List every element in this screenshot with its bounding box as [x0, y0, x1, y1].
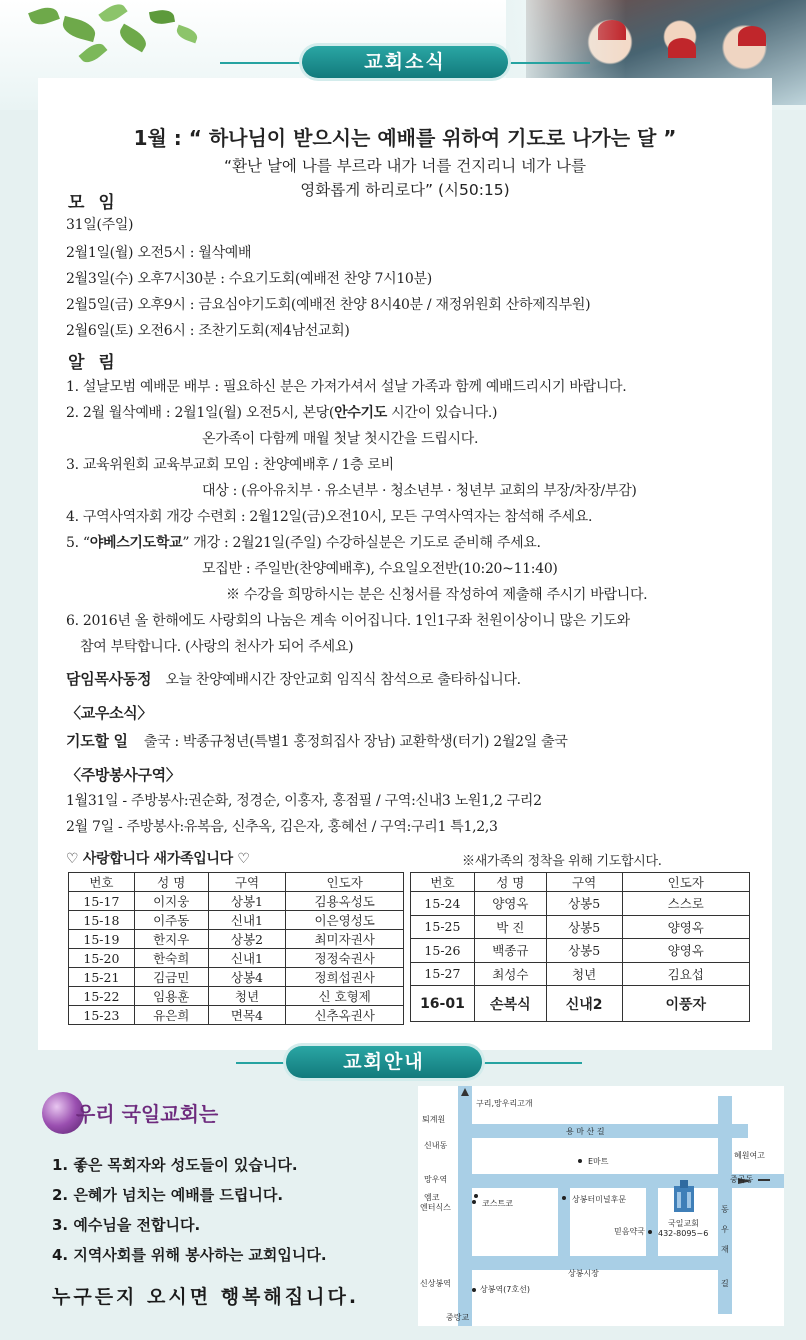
table-row [411, 915, 750, 939]
table-cell: 15-26 [411, 939, 475, 963]
pastor-label: 담임목사동정 [66, 670, 152, 688]
table-cell: 청년 [546, 962, 622, 986]
guide-point: 1. 좋은 목회자와 성도들이 있습니다. [52, 1156, 298, 1174]
table-row [411, 986, 750, 1022]
table-cell: 김요섭 [622, 962, 749, 986]
map-label: 신상봉역 [420, 1279, 451, 1288]
table-cell: 15-20 [69, 949, 135, 968]
table-row [69, 949, 404, 968]
map-label: 중곡동 [730, 1175, 754, 1184]
notice-item: 6. 2016년 올 한해에도 사랑회의 나눔은 계속 이어집니다. 1인1구좌 천원이상이니 많은 기도와 [66, 613, 630, 629]
table-header: 구역 [208, 873, 286, 892]
map-label: 국일교회 [668, 1219, 699, 1228]
notice-text: 5. “ [66, 535, 90, 551]
table-cell: 15-22 [69, 987, 135, 1006]
table-row [69, 892, 404, 911]
table-row [69, 930, 404, 949]
map-label: 신내동 [424, 1141, 448, 1150]
slogan: 누구든지 오시면 행복해집니다. [52, 1286, 360, 1308]
table-cell: 상봉5 [546, 915, 622, 939]
guide-point: 4. 지역사회를 위해 봉사하는 교회입니다. [52, 1246, 327, 1264]
map-label: 길 [721, 1279, 729, 1288]
notice-item: 4. 구역사역자회 개강 수련회 : 2월12일(금)오전10시, 모든 구역사역자는 참석해 주세요. [66, 509, 593, 525]
notice-item: 모집반 : 주일반(찬양예배후), 수요일오전반(10:20~11:40) [202, 561, 558, 577]
table-cell: 15-24 [411, 892, 475, 916]
notices-title: 알 림 [68, 353, 119, 373]
map-label: 퇴계원 [422, 1115, 446, 1124]
map-label: 432-8095~6 [658, 1229, 709, 1238]
map-dot [562, 1196, 566, 1200]
meeting-item: 31일(주일) [66, 217, 134, 233]
meeting-item: 2월1일(월) 오전5시 : 월삭예배 [66, 245, 252, 261]
table-cell: 상봉2 [208, 930, 286, 949]
prayer-text: 출국 : 박종규청년(특별1 홍정희집사 장남) 교환학생(터기) 2월2일 출국 [143, 734, 568, 750]
table-header: 인도자 [622, 873, 749, 892]
table-cell: 신내2 [546, 986, 622, 1022]
table-cell: 최성수 [474, 962, 546, 986]
map-label: 중랑교 [446, 1313, 470, 1322]
table-header: 번호 [69, 873, 135, 892]
map-label: 상봉역(7호선) [480, 1285, 530, 1294]
table-cell: 유은희 [134, 1006, 208, 1025]
map-label: 재 [721, 1245, 729, 1254]
table-cell: 16-01 [411, 986, 475, 1022]
table-row [411, 962, 750, 986]
table-cell: 15-23 [69, 1006, 135, 1025]
table-cell: 신 호형제 [286, 987, 404, 1006]
guide-point: 3. 예수님을 전합니다. [52, 1216, 201, 1234]
notice-text: 2. 2월 월삭예배 : 2월1일(월) 오전5시, 본당( [66, 405, 335, 421]
table-cell: 한지우 [134, 930, 208, 949]
table-cell: 이지웅 [134, 892, 208, 911]
meetings-title: 모 임 [68, 193, 119, 213]
map-label: 혜원여고 [734, 1151, 765, 1160]
notice-item: 대상 : (유아유치부 · 유소년부 · 청소년부 · 청년부 교회의 부장/차장/부감) [202, 483, 637, 499]
table-cell: 이풍자 [622, 986, 749, 1022]
map-label: 엠코 [424, 1193, 440, 1202]
table-cell: 청년 [208, 987, 286, 1006]
table-header: 성 명 [134, 873, 208, 892]
notice-item: 3. 교육위원회 교육부교회 모임 : 찬양예배후 / 1층 로비 [66, 457, 394, 473]
notice-item: ※ 수강을 희망하시는 분은 신청서를 작성하여 제출해 주시기 바랍니다. [226, 587, 648, 603]
table-cell: 양영옥 [622, 939, 749, 963]
map-dot [648, 1230, 652, 1234]
notice-emphasis: 야베스기도학교 [89, 535, 183, 551]
table-cell: 신내1 [208, 949, 286, 968]
month-theme-title: 1월 : “ 하나님이 받으시는 예배를 위하여 기도로 나가는 달 ” [133, 126, 677, 150]
table-cell: 이주동 [134, 911, 208, 930]
map-label: 코스트코 [482, 1199, 513, 1208]
newcomers-note: ※새가족의 정착을 위해 기도합시다. [462, 854, 662, 869]
table-cell: 최미자권사 [286, 930, 404, 949]
table-row [69, 968, 404, 987]
members-news-item [66, 730, 568, 751]
map-dot [472, 1288, 476, 1292]
theme-verse-line1: “환난 날에 나를 부르라 내가 너를 건지리니 네가 나를 [224, 157, 586, 175]
notice-item [66, 402, 497, 422]
meeting-item: 2월6일(토) 오전6시 : 조찬기도회(제4남선교회) [66, 323, 350, 339]
section-title-guide: 교회안내 [286, 1046, 482, 1078]
notice-item: 1. 설날모범 예배문 배부 : 필요하신 분은 가져가셔서 설날 가족과 함께 예배드리시기 바랍니다. [66, 379, 627, 395]
table-cell: 임용훈 [134, 987, 208, 1006]
kitchen-row: 2월 7일 - 주방봉사:유복음, 신추옥, 김은자, 홍혜선 / 구역:구리1 특1,2,3 [66, 819, 498, 835]
table-row [69, 1006, 404, 1025]
location-map [418, 1086, 784, 1326]
table-cell: 스스로 [622, 892, 749, 916]
table-cell: 상봉5 [546, 892, 622, 916]
prayer-label: 기도할 일 [66, 732, 128, 750]
table-row [411, 892, 750, 916]
kitchen-title: 〈주방봉사구역〉 [66, 766, 181, 784]
notice-item [66, 532, 541, 552]
table-cell: 상봉1 [208, 892, 286, 911]
table-cell: 김용옥성도 [286, 892, 404, 911]
table-cell: 김금민 [134, 968, 208, 987]
table-header: 번호 [411, 873, 475, 892]
table-header: 인도자 [286, 873, 404, 892]
map-drawing [418, 1086, 784, 1326]
church-title: 우리 국일교회는 [76, 1102, 219, 1126]
map-label: 상봉시장 [568, 1269, 599, 1278]
map-label: 상봉터미널후문 [572, 1195, 627, 1204]
map-dot [474, 1194, 478, 1198]
meeting-item: 2월5일(금) 오후9시 : 금요심야기도회(예배전 찬양 8시40분 / 재정위원회 산하제직부원) [66, 297, 591, 313]
map-dot [578, 1159, 582, 1163]
map-label: 구리,망우리고개 [476, 1099, 533, 1108]
newcomer-table-left [68, 872, 404, 1025]
table-row [69, 911, 404, 930]
newcomer-table-right [410, 872, 750, 1022]
table-cell: 상봉4 [208, 968, 286, 987]
map-label: 믿음약국 [614, 1227, 645, 1236]
map-label: 엔터식스 [420, 1203, 451, 1212]
table-cell: 신내1 [208, 911, 286, 930]
map-label: 용 마 산 길 [566, 1127, 605, 1136]
table-cell: 양영옥 [474, 892, 546, 916]
table-cell: 이은영성도 [286, 911, 404, 930]
table-cell: 양영옥 [622, 915, 749, 939]
table-cell: 정정숙권사 [286, 949, 404, 968]
table-cell: 손복식 [474, 986, 546, 1022]
table-cell: 박 진 [474, 915, 546, 939]
table-cell: 15-18 [69, 911, 135, 930]
pastor-text: 오늘 찬양예배시간 장안교회 임직식 참석으로 출타하십니다. [165, 672, 521, 688]
section-title-news: 교회소식 [302, 46, 508, 78]
table-cell: 한숙희 [134, 949, 208, 968]
notice-item: 온가족이 다함께 매월 첫날 첫시간을 드립시다. [202, 431, 479, 447]
members-news-title: 〈교우소식〉 [66, 704, 153, 722]
table-row [411, 939, 750, 963]
kitchen-row: 1월31일 - 주방봉사:권순화, 정경순, 이홍자, 홍점필 / 구역:신내3 노원1,2 구리2 [66, 793, 542, 809]
arrow-right-icon [758, 1179, 770, 1181]
table-cell: 15-27 [411, 962, 475, 986]
table-cell: 15-21 [69, 968, 135, 987]
table-header: 구역 [546, 873, 622, 892]
pastor-news [66, 668, 521, 689]
newcomers-title: ♡ 사랑합니다 새가족입니다 ♡ [66, 851, 250, 867]
notice-item: 참여 부탁합니다. (사랑의 천사가 되어 주세요) [80, 639, 354, 655]
map-label: 우 [721, 1225, 729, 1234]
table-row [69, 987, 404, 1006]
table-cell: 15-19 [69, 930, 135, 949]
table-cell: 상봉5 [546, 939, 622, 963]
table-cell: 정희섭권사 [286, 968, 404, 987]
table-cell: 신추옥권사 [286, 1006, 404, 1025]
notice-text: 시간이 있습니다.) [386, 405, 498, 421]
meeting-item: 2월3일(수) 오후7시30분 : 수요기도회(예배전 찬양 7시10분) [66, 271, 432, 287]
notice-text: ” 개강 : 2월21일(주일) 수강하실분은 기도로 준비해 주세요. [182, 535, 541, 551]
table-header: 성 명 [474, 873, 546, 892]
map-label: 망우역 [424, 1175, 448, 1184]
guide-point: 2. 은혜가 넘치는 예배를 드립니다. [52, 1186, 284, 1204]
table-cell: 15-17 [69, 892, 135, 911]
map-dot [472, 1200, 476, 1204]
theme-verse-line2: 영화롭게 하리로다” (시50:15) [300, 181, 510, 199]
table-cell: 백종규 [474, 939, 546, 963]
table-cell: 면목4 [208, 1006, 286, 1025]
map-label: E마트 [588, 1157, 609, 1166]
map-label: 동 [721, 1205, 729, 1214]
table-cell: 15-25 [411, 915, 475, 939]
notice-emphasis: 안수기도 [334, 405, 387, 421]
